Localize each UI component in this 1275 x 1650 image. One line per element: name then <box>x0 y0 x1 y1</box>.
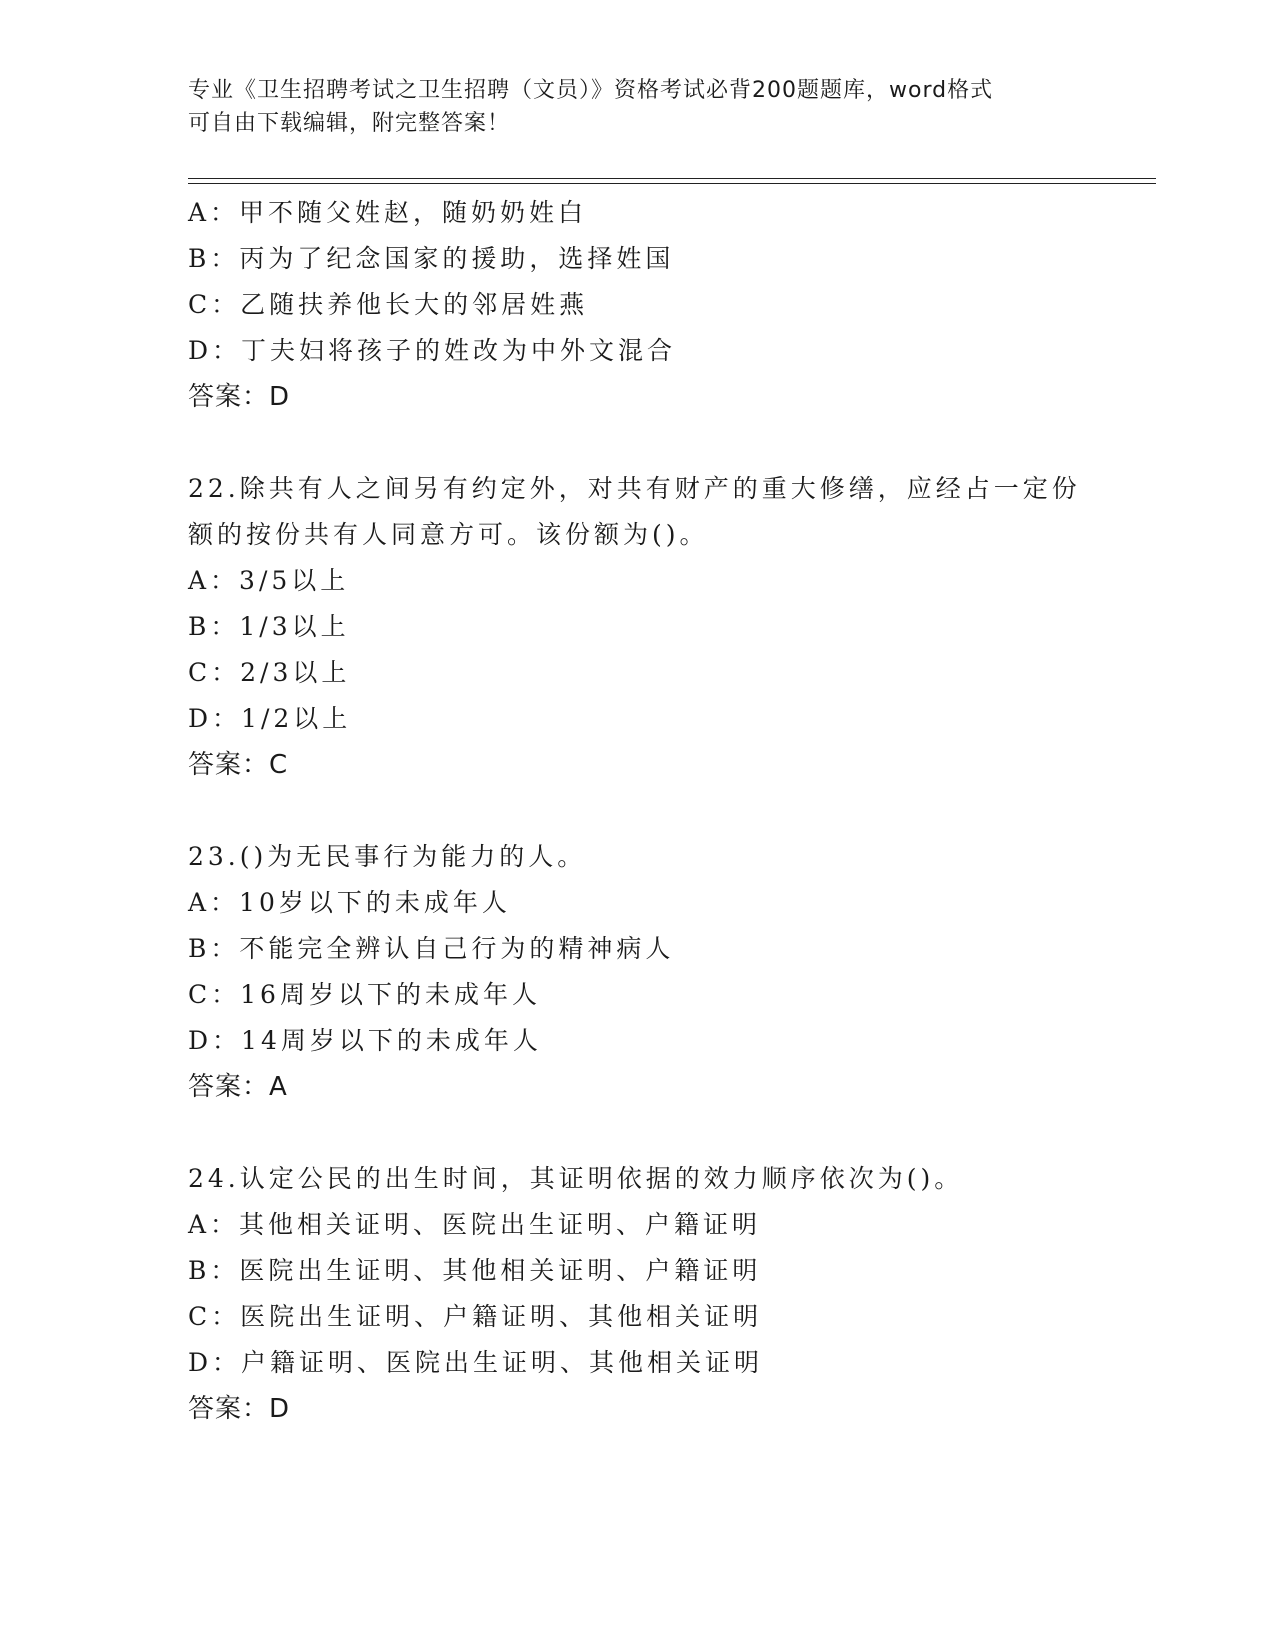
question-spacer <box>188 420 1148 466</box>
header-title-line-2: 可自由下载编辑，附完整答案！ <box>188 111 511 136</box>
question-24 <box>188 1156 1148 1432</box>
option-a: A：3/5以上 <box>188 566 350 595</box>
question-21 <box>188 190 1148 420</box>
question-stem-line-1: 22.除共有人之间另有约定外，对共有财产的重大修缮，应经占一定份 <box>188 474 1081 503</box>
document-header <box>188 74 1088 140</box>
question-spacer <box>188 788 1148 834</box>
option-d: D：丁夫妇将孩子的姓改为中外文混合 <box>188 336 677 365</box>
question-23 <box>188 834 1148 1110</box>
option-d: D：14周岁以下的未成年人 <box>188 1026 542 1055</box>
option-d: D：1/2以上 <box>188 704 352 733</box>
question-stem-line-1: 23.()为无民事行为能力的人。 <box>188 842 587 871</box>
answer-line: 答案：C <box>188 750 289 780</box>
option-a: A：其他相关证明、医院出生证明、户籍证明 <box>188 1210 762 1239</box>
question-stem-line-2: 额的按份共有人同意方可。该份额为()。 <box>188 520 709 549</box>
option-c: C：2/3以上 <box>188 658 351 687</box>
question-list <box>188 190 1148 1432</box>
option-a: A：甲不随父姓赵，随奶奶姓白 <box>188 198 588 227</box>
answer-line: 答案：D <box>188 1394 291 1424</box>
option-c: C：乙随扶养他长大的邻居姓燕 <box>188 290 589 319</box>
option-b: B：1/3以上 <box>188 612 350 641</box>
header-title-line-1: 专业《卫生招聘考试之卫生招聘（文员）》资格考试必背200题题库，word格式 <box>188 78 994 103</box>
question-spacer <box>188 1110 1148 1156</box>
option-d: D：户籍证明、医院出生证明、其他相关证明 <box>188 1348 764 1377</box>
header-divider-top <box>188 178 1156 179</box>
option-b: B：丙为了纪念国家的援助，选择姓国 <box>188 244 675 273</box>
option-b: B：不能完全辨认自己行为的精神病人 <box>188 934 675 963</box>
option-c: C：医院出生证明、户籍证明、其他相关证明 <box>188 1302 763 1331</box>
header-divider-bottom <box>188 183 1156 184</box>
option-b: B：医院出生证明、其他相关证明、户籍证明 <box>188 1256 762 1285</box>
answer-line: 答案：D <box>188 382 291 412</box>
option-c: C：16周岁以下的未成年人 <box>188 980 541 1009</box>
answer-line: 答案：A <box>188 1072 288 1102</box>
question-22 <box>188 466 1148 788</box>
question-stem-line-1: 24.认定公民的出生时间，其证明依据的效力顺序依次为()。 <box>188 1164 964 1193</box>
option-a: A：10岁以下的未成年人 <box>188 888 511 917</box>
